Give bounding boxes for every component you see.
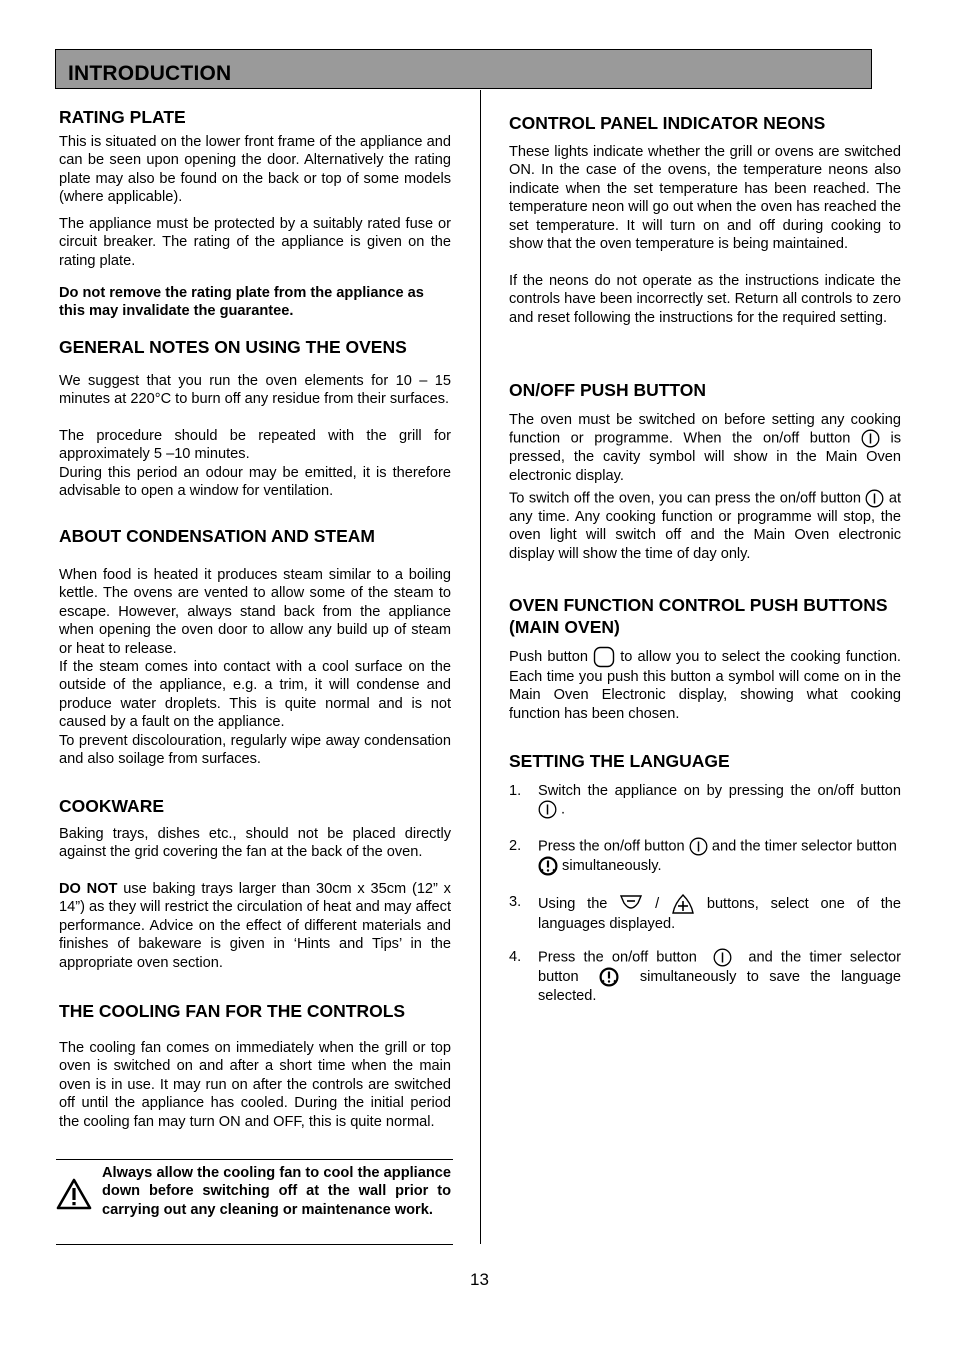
general-notes-para-3: During this period an odour may be emitted, it is therefore advisable to open a window for ventilation. [59, 465, 451, 500]
onoff-para-1 [509, 411, 901, 485]
neons-para-2: If the neons do not operate as the instructions indicate the controls have been incorrectly set. Return all controls to zero and reset following the instructions for the required setting. [509, 273, 901, 326]
neons-para-1: These lights indicate whether the grill or ovens are switched ON. In the case of the ovens, the temperature neons also indicate when the set temperature has been reached. The temperature neon will go out when the oven has reached the set temperature. It will turn on and off during cooking to show that the oven temperature is being maintained. [509, 144, 901, 253]
page-number: 13 [470, 1270, 489, 1289]
rating-plate-para-2: The appliance must be protected by a suitably rated fuse or circuit breaker. The rating of the appliance is given on the rating plate. [59, 216, 451, 269]
step-text [538, 893, 901, 933]
step-text [538, 837, 901, 876]
condensation-para-3: To prevent discolouration, regularly wipe away condensation and also soilage from surfaces. [59, 733, 451, 768]
step-3-text-c: buttons, select one of the languages displayed. [538, 895, 902, 932]
section-title: INTRODUCTION [68, 62, 232, 85]
step-1-text-a: Switch the appliance on by pressing the on/off button [538, 783, 901, 799]
general-notes-para-2: The procedure should be repeated with the grill for approximately 5 –10 minutes. [59, 428, 451, 463]
rating-plate-heading: RATING PLATE [59, 107, 186, 127]
step-number: 4. [509, 949, 522, 965]
onoff-para-2-a: To switch off the oven, you can press the on/off button [509, 490, 861, 507]
on-off-button-icon [713, 948, 732, 967]
function-para-1-b: to allow you to select the cooking function. Each time you push this button a symbol will come on in the Main Oven Electronic display, showing what cooking function has been chosen. [509, 648, 901, 722]
column-divider [480, 90, 481, 1244]
cooling-fan-warning-box [56, 1159, 453, 1245]
step-2-text-b: and the timer selector button [707, 838, 897, 855]
onoff-para-1-a: The oven must be switched on before setting any cooking function or programme. When the on/off button [509, 412, 901, 447]
down-button-icon [619, 894, 643, 914]
step-3-text-a: Using the [538, 895, 608, 912]
on-off-button-icon [861, 429, 880, 448]
language-heading: SETTING THE LANGUAGE [509, 751, 730, 771]
on-off-button-icon [865, 489, 884, 508]
step-text [538, 782, 901, 819]
rating-plate-para-1: This is situated on the lower front frame of the appliance and can be seen upon opening the door. Alternatively the rating plate may also be found on the back or top of some models (where applicable). [59, 134, 451, 206]
section-header-bar [55, 49, 872, 89]
onoff-para-1-b: is pressed, the cavity symbol will show in the Main Oven electronic display. [509, 430, 902, 484]
step-3-text-b: / [643, 895, 671, 912]
cookware-para-2 [59, 880, 451, 972]
step-4-text-c: simultaneously to save the language selected. [538, 968, 901, 1004]
onoff-heading: ON/OFF PUSH BUTTON [509, 380, 707, 400]
timer-selector-icon [599, 967, 619, 987]
cooling-fan-para-1: The cooling fan comes on immediately when the grill or top oven is switched on and after a short time when the main oven is in use. It may run on after the controls are switched off until the appliance has cooled. During the initial period the cooling fan may turn ON and OFF, this is quite normal. [59, 1040, 451, 1130]
on-off-button-icon [538, 800, 557, 819]
step-4-text-a: Press the on/off button [538, 949, 697, 966]
cookware-do-not: DO NOT [59, 881, 118, 897]
rating-plate-warning: Do not remove the rating plate from the appliance as this may invalidate the guarantee. [59, 285, 424, 320]
function-heading-line-2: (MAIN OVEN) [509, 617, 620, 637]
function-para-1 [509, 646, 901, 723]
step-number: 1. [509, 783, 522, 799]
neons-heading: CONTROL PANEL INDICATOR NEONS [509, 113, 826, 133]
condensation-heading: ABOUT CONDENSATION AND STEAM [59, 526, 375, 546]
step-number: 2. [509, 838, 522, 854]
cooling-fan-warning-text: Always allow the cooling fan to cool the appliance down before switching off at the wall prior to carrying out any cleaning or maintenance work. [102, 1165, 451, 1218]
cooling-fan-heading: THE COOLING FAN FOR THE CONTROLS [59, 1001, 406, 1021]
condensation-para-1: When food is heated it produces steam similar to a boiling kettle. The ovens are vented to allow some of the steam to escape. However, always stand back from the appliance when opening the oven door to allow any build up of steam or heat to release. [59, 567, 451, 657]
condensation-para-2: If the steam comes into contact with a cool surface on the outside of the appliance, e.g. a trim, it will condense and produce water droplets. This is quite normal and is not caused by a fault on the appliance. [59, 659, 451, 731]
function-button-icon [593, 646, 615, 668]
step-number: 3. [509, 894, 522, 910]
step-text [538, 948, 901, 1005]
up-button-icon [671, 893, 695, 915]
function-para-1-a: Push button [509, 648, 588, 665]
function-heading-line-1: OVEN FUNCTION CONTROL PUSH BUTTONS [509, 595, 888, 615]
step-4-text-b: and the timer selector button [538, 949, 901, 985]
step-2-text-c: simultaneously. [558, 857, 662, 874]
general-notes-para-1: We suggest that you run the oven elements for 10 – 15 minutes at 220°C to burn off any residue from their surfaces. [59, 373, 451, 408]
on-off-button-icon [689, 837, 708, 856]
general-notes-heading: GENERAL NOTES ON USING THE OVENS [59, 337, 407, 357]
cookware-heading: COOKWARE [59, 796, 164, 816]
warning-triangle-icon [56, 1178, 92, 1210]
cookware-para-2-text: use baking trays larger than 30cm x 35cm (12” x 14”) as they will restrict the circulation of heat and may affect performance. Advice on the effect of different materials and finishes of bakeware is given in ‘Hints and Tips’ in the appropriate oven section. [59, 881, 451, 971]
onoff-para-2-b: at any time. Any cooking function or programme will stop, the oven light will switch off and the Main Oven electronic display will show the time of day only. [509, 490, 901, 562]
step-2-text-a: Press the on/off button [538, 838, 685, 855]
step-1-text-b: . [557, 801, 566, 818]
timer-selector-icon [538, 856, 558, 876]
cookware-para-1: Baking trays, dishes etc., should not be placed directly against the grid covering the fan at the back of the oven. [59, 826, 451, 861]
onoff-para-2 [509, 489, 901, 563]
